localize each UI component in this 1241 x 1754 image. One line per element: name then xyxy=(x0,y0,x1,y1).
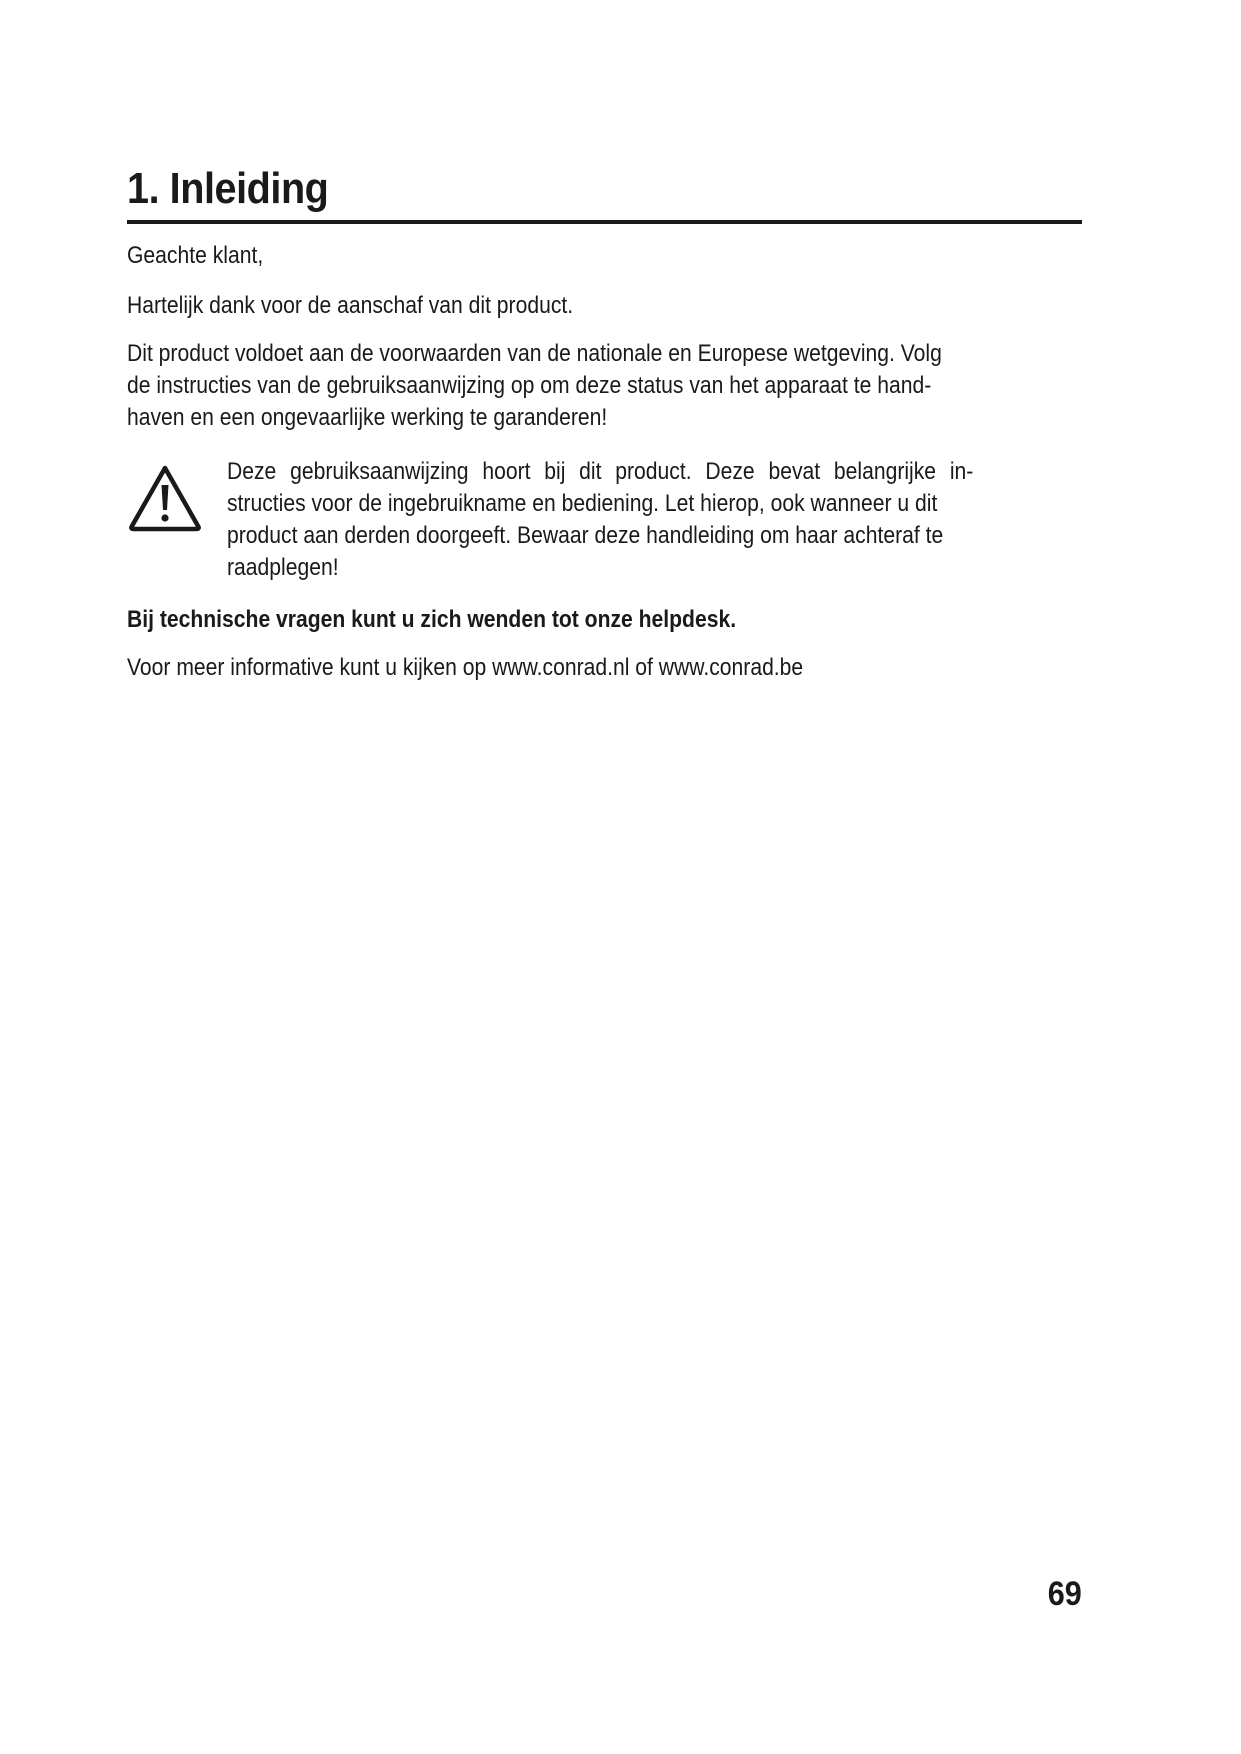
info-text: Voor meer informative kunt u kijken op www.conrad.nl of www.conrad.be xyxy=(127,654,804,681)
warning-triangle-icon xyxy=(127,463,203,533)
greeting-text: Geachte klant, xyxy=(127,242,264,269)
manual-page xyxy=(127,0,1082,1754)
compliance-line: haven en een ongevaarlijke werking te garanderen! xyxy=(127,404,608,431)
info-paragraph xyxy=(127,652,1082,684)
compliance-line: de instructies van de gebruiksaanwijzing op om deze status van het apparaat te hand- xyxy=(127,372,932,399)
greeting-paragraph xyxy=(127,240,1082,272)
warning-line: structies voor de ingebruikname en bediening. Let hierop, ook wanneer u dit xyxy=(227,490,938,517)
compliance-line: Dit product voldoet aan de voorwaarden van de nationale en Europese wetgeving. Volg xyxy=(127,340,942,367)
helpdesk-paragraph xyxy=(127,604,1082,636)
warning-line: product aan derden doorgeeft. Bewaar deze handleiding om haar achteraf te xyxy=(227,522,944,549)
page-number: 69 xyxy=(1047,1575,1082,1613)
thanks-paragraph xyxy=(127,290,1082,322)
compliance-paragraph xyxy=(127,338,1082,434)
warning-line: raadplegen! xyxy=(227,554,339,581)
warning-line: Deze gebruiksaanwijzing hoort bij dit product. Deze bevat belangrijke in- xyxy=(227,458,974,485)
warning-notice xyxy=(227,456,1082,584)
thanks-text: Hartelijk dank voor de aanschaf van dit product. xyxy=(127,292,574,319)
heading-divider xyxy=(127,220,1082,224)
helpdesk-text: Bij technische vragen kunt u zich wenden tot onze helpdesk. xyxy=(127,606,737,633)
section-heading: 1. Inleiding xyxy=(127,164,329,213)
